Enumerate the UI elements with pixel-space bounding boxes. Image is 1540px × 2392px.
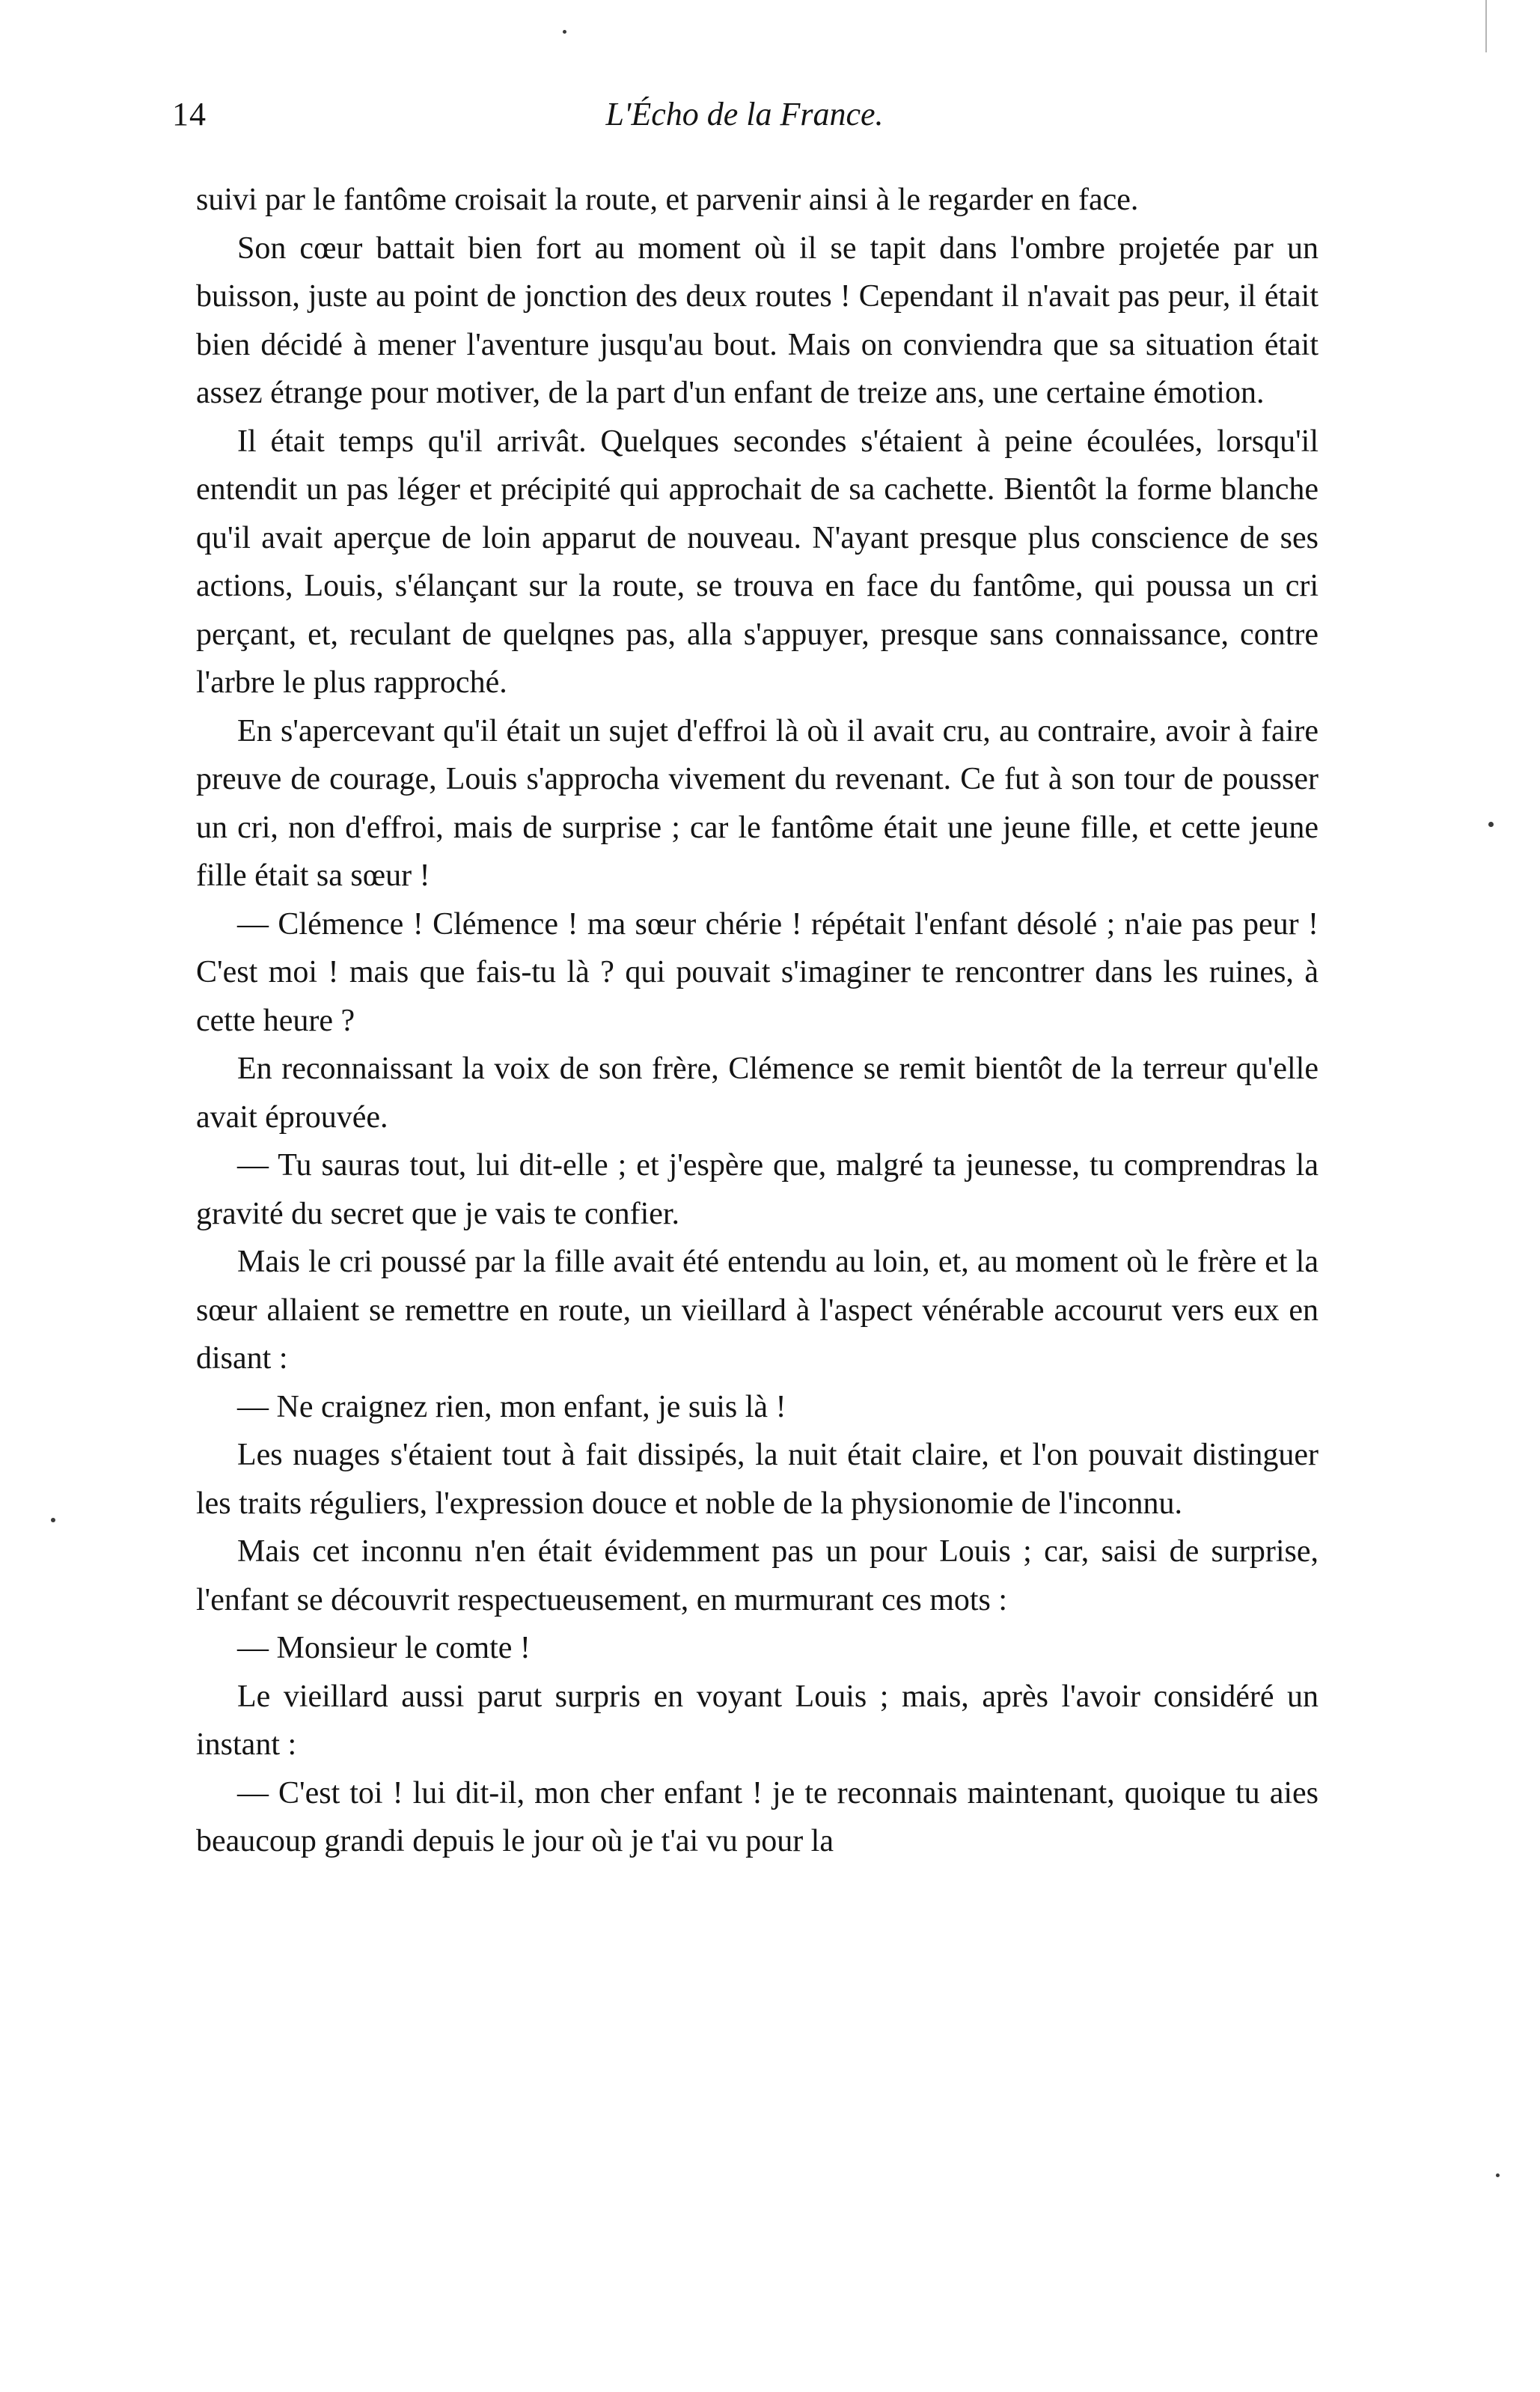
scan-speck xyxy=(1488,822,1494,827)
scan-speck xyxy=(51,1518,55,1522)
page-header xyxy=(172,88,1317,141)
paragraph: Il était temps qu'il arrivât. Quelques secondes s'étaient à peine écoulées, lorsqu'il entendit un pas léger et précipité qui approchait de sa cachette. Bientôt la forme blanche qu'il avait aperçue de loin apparut de nouveau. N'ayant presque plus conscience de ses actions, Louis, s'élançant sur la route, se trouva en face du fantôme, qui poussa un cri perçant, et, reculant de quelqnes pas, alla s'appuyer, presque sans connaissance, contre l'arbre le plus rapproché. xyxy=(196,424,1319,700)
paragraph: Les nuages s'étaient tout à fait dissipés, la nuit était claire, et l'on pouvait distinguer les traits réguliers, l'expression douce et noble de la physionomie de l'inconnu. xyxy=(196,1438,1319,1521)
paragraph: Mais cet inconnu n'en était évidemment pas un pour Louis ; car, saisi de surprise, l'enfant se découvrit respectueusement, en murmurant ces mots : xyxy=(196,1534,1319,1617)
scan-speck xyxy=(563,30,566,34)
scan-edge-line xyxy=(1485,0,1487,52)
paragraph-continuation: suivi par le fantôme croisait la route, et parvenir ainsi à le regarder en face. xyxy=(196,183,1139,217)
dialogue-paragraph: — Monsieur le comte ! xyxy=(237,1631,531,1665)
paragraph: Le vieillard aussi parut surpris en voyant Louis ; mais, après l'avoir considéré un instant : xyxy=(196,1679,1319,1762)
paragraph: Mais le cri poussé par la fille avait été entendu au loin, et, au moment où le frère et la sœur allaient se remettre en route, un vieillard à l'aspect vénérable accourut vers eux en disant : xyxy=(196,1245,1319,1376)
dialogue-paragraph: — C'est toi ! lui dit-il, mon cher enfant ! je te reconnais maintenant, quoique tu aies beaucoup grandi depuis le jour où je t'ai vu pour la xyxy=(196,1775,1319,1858)
dialogue-paragraph: — Ne craignez rien, mon enfant, je suis là ! xyxy=(237,1389,786,1424)
scan-speck xyxy=(1496,2173,1500,2177)
dialogue-paragraph: — Tu sauras tout, lui dit-elle ; et j'espère que, malgré ta jeunesse, tu comprendras la gravité du secret que je vais te confier. xyxy=(196,1148,1319,1231)
page-number: 14 xyxy=(172,96,207,132)
paragraph: Son cœur battait bien fort au moment où il se tapit dans l'ombre projetée par un buisson, juste au point de jonction des deux routes ! Cependant il n'avait pas peur, il était bien décidé à mener l'aventure jusqu'au bout. Mais on conviendra que sa situation était assez étrange pour motiver, de la part d'un enfant de treize ans, une certaine émotion. xyxy=(196,231,1319,410)
running-title: L'Écho de la France. xyxy=(605,96,884,132)
paragraph: En s'apercevant qu'il était un sujet d'effroi là où il avait cru, au contraire, avoir à faire preuve de courage, Louis s'approcha vivement du revenant. Ce fut à son tour de pousser un cri, non d'effroi, mais de surprise ; car le fantôme était une jeune fille, et cette jeune fille était sa sœur ! xyxy=(196,713,1319,893)
dialogue-paragraph: — Clémence ! Clémence ! ma sœur chérie ! répétait l'enfant désolé ; n'aie pas peur ! C'est moi ! mais que fais-tu là ? qui pouvait s'imaginer te rencontrer dans les ruines, à cette heure ? xyxy=(196,906,1319,1038)
paragraph: En reconnaissant la voix de son frère, Clémence se remit bientôt de la terreur qu'elle avait éprouvée. xyxy=(196,1052,1319,1135)
body-text xyxy=(196,176,1319,1866)
